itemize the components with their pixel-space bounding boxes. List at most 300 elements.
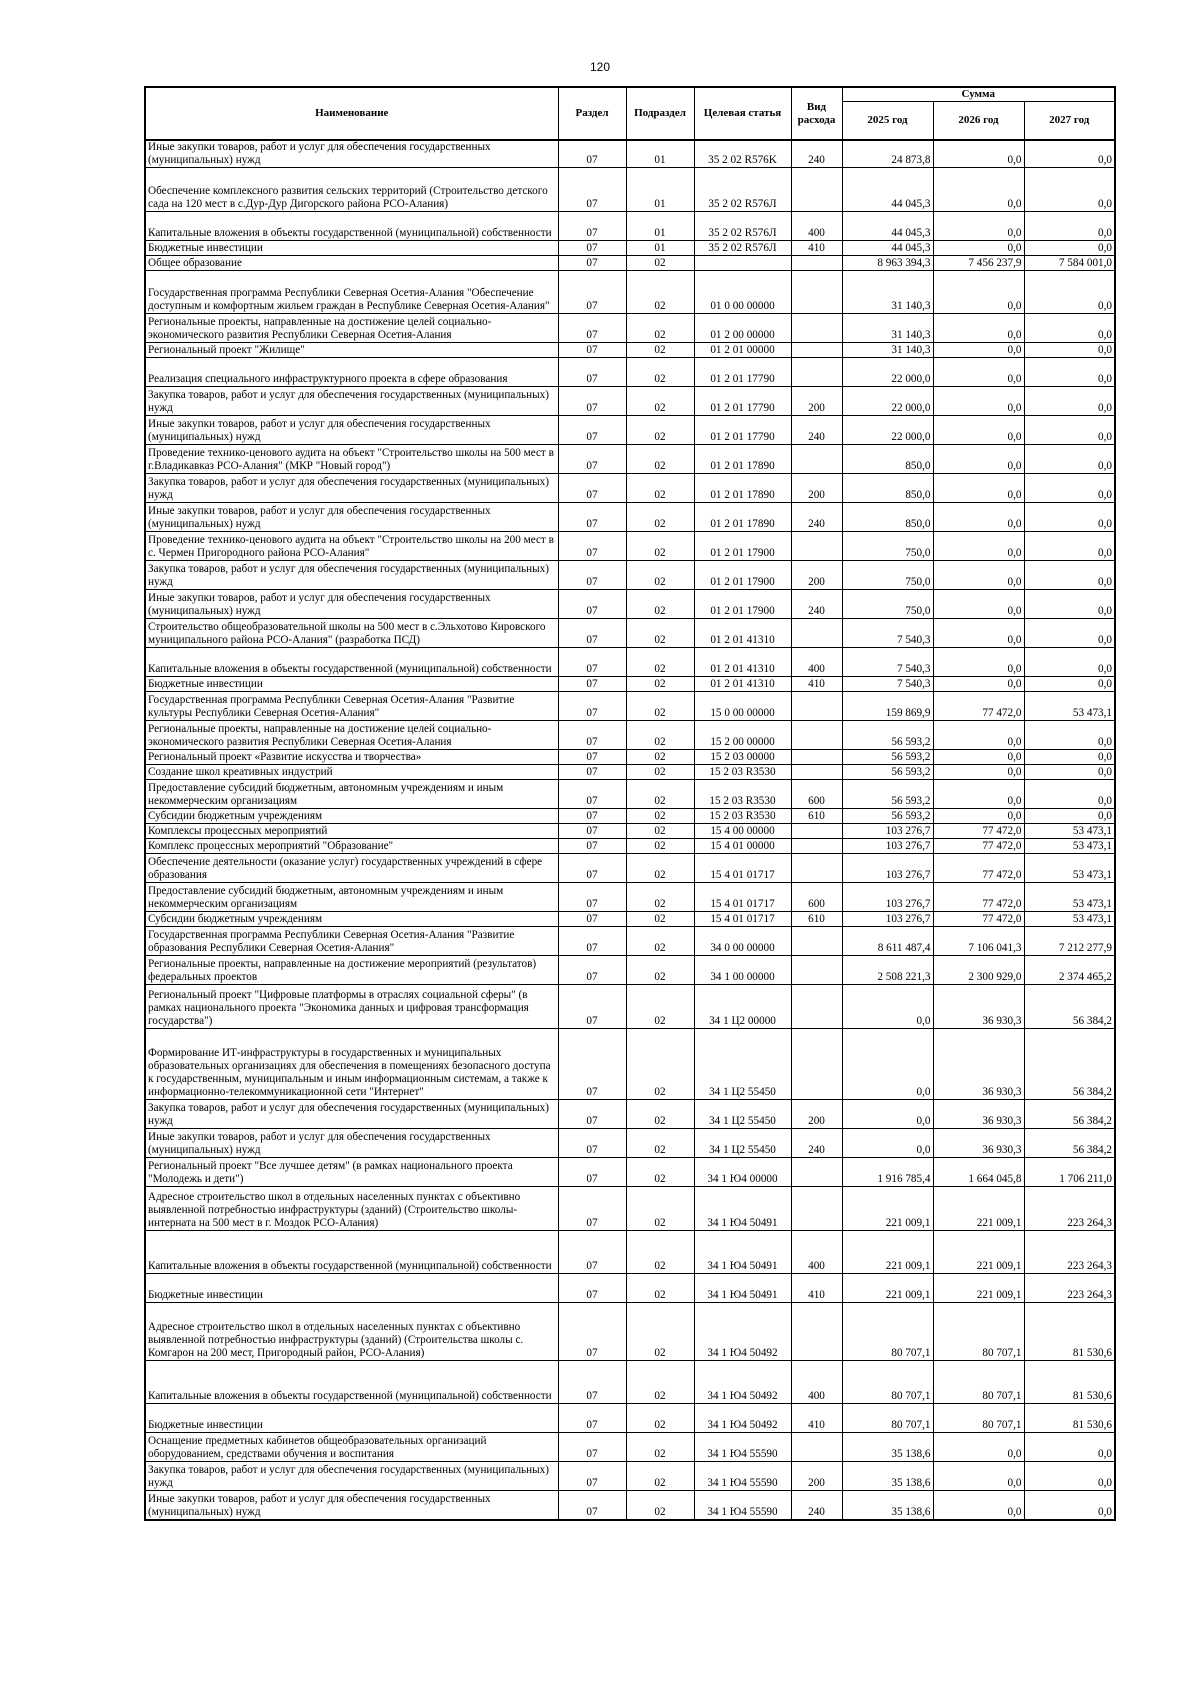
cell-section: 07 bbox=[558, 1491, 626, 1520]
table-row bbox=[145, 1187, 1115, 1231]
cell-2027: 0,0 bbox=[1024, 809, 1115, 824]
cell-section: 07 bbox=[558, 692, 626, 721]
cell-2026: 0,0 bbox=[933, 809, 1024, 824]
cell-2025: 850,0 bbox=[842, 474, 933, 503]
cell-subsection: 02 bbox=[626, 854, 694, 883]
cell-name: Капитальные вложения в объекты государственной (муниципальной) собственности bbox=[145, 1361, 558, 1404]
cell-2026: 36 930,3 bbox=[933, 1100, 1024, 1129]
cell-section: 07 bbox=[558, 619, 626, 648]
cell-2026: 0,0 bbox=[933, 241, 1024, 256]
cell-section: 07 bbox=[558, 343, 626, 358]
cell-name: Региональный проект "Цифровые платформы в отраслях социальной сферы" (в рамках национального проекта "Экономика данных и цифровая трансформация государства") bbox=[145, 985, 558, 1029]
cell-name: Капитальные вложения в объекты государственной (муниципальной) собственности bbox=[145, 1231, 558, 1274]
cell-expense-type: 200 bbox=[791, 1100, 842, 1129]
cell-expense-type: 600 bbox=[791, 883, 842, 912]
cell-subsection: 01 bbox=[626, 168, 694, 212]
cell-2027: 0,0 bbox=[1024, 271, 1115, 314]
cell-section: 07 bbox=[558, 1462, 626, 1491]
cell-2026: 221 009,1 bbox=[933, 1187, 1024, 1231]
cell-2027: 0,0 bbox=[1024, 343, 1115, 358]
cell-section: 07 bbox=[558, 314, 626, 343]
cell-2027: 0,0 bbox=[1024, 1491, 1115, 1520]
cell-section: 07 bbox=[558, 1187, 626, 1231]
cell-target-article: 34 1 Ц2 55450 bbox=[694, 1100, 791, 1129]
table-row bbox=[145, 1129, 1115, 1158]
cell-expense-type: 200 bbox=[791, 561, 842, 590]
cell-expense-type bbox=[791, 343, 842, 358]
table-row bbox=[145, 692, 1115, 721]
cell-2026: 0,0 bbox=[933, 619, 1024, 648]
cell-2027: 0,0 bbox=[1024, 1462, 1115, 1491]
cell-expense-type: 410 bbox=[791, 1404, 842, 1433]
cell-expense-type: 610 bbox=[791, 912, 842, 927]
cell-name: Региональные проекты, направленные на достижение целей социально-экономического развития Республики Северная Осетия-Алания bbox=[145, 314, 558, 343]
cell-name: Адресное строительство школ в отдельных населенных пунктах с объективно выявленной потребностью инфраструктуры (зданий) (Строительства школы с. Комгарон на 200 мест, Пригородный район, РСО-Алания) bbox=[145, 1303, 558, 1361]
table-row bbox=[145, 765, 1115, 780]
cell-expense-type bbox=[791, 358, 842, 387]
cell-subsection: 02 bbox=[626, 721, 694, 750]
cell-subsection: 02 bbox=[626, 503, 694, 532]
cell-2027: 56 384,2 bbox=[1024, 985, 1115, 1029]
cell-section: 07 bbox=[558, 985, 626, 1029]
cell-target-article: 15 4 01 01717 bbox=[694, 883, 791, 912]
cell-2027: 53 473,1 bbox=[1024, 839, 1115, 854]
header-section: Раздел bbox=[558, 87, 626, 140]
cell-name: Региональные проекты, направленные на достижение целей социально-экономического развития Республики Северная Осетия-Алания bbox=[145, 721, 558, 750]
cell-name: Предоставление субсидий бюджетным, автономным учреждениям и иным некоммерческим организациям bbox=[145, 883, 558, 912]
cell-name: Региональный проект "Все лучшее детям" (в рамках национального проекта "Молодежь и дети") bbox=[145, 1158, 558, 1187]
cell-name: Обеспечение деятельности (оказание услуг) государственных учреждений в сфере образования bbox=[145, 854, 558, 883]
cell-subsection: 02 bbox=[626, 590, 694, 619]
table-row bbox=[145, 883, 1115, 912]
cell-section: 07 bbox=[558, 824, 626, 839]
cell-section: 07 bbox=[558, 1158, 626, 1187]
cell-target-article: 15 4 00 00000 bbox=[694, 824, 791, 839]
cell-section: 07 bbox=[558, 956, 626, 985]
cell-2025: 80 707,1 bbox=[842, 1404, 933, 1433]
cell-2026: 36 930,3 bbox=[933, 1129, 1024, 1158]
cell-2026: 0,0 bbox=[933, 416, 1024, 445]
cell-subsection: 02 bbox=[626, 343, 694, 358]
cell-target-article: 34 1 Ю4 50492 bbox=[694, 1404, 791, 1433]
cell-subsection: 02 bbox=[626, 532, 694, 561]
cell-name: Комплексы процессных мероприятий bbox=[145, 824, 558, 839]
cell-2025: 44 045,3 bbox=[842, 212, 933, 241]
cell-subsection: 02 bbox=[626, 314, 694, 343]
cell-2026: 221 009,1 bbox=[933, 1231, 1024, 1274]
cell-section: 07 bbox=[558, 256, 626, 271]
cell-2027: 0,0 bbox=[1024, 532, 1115, 561]
cell-expense-type: 400 bbox=[791, 1361, 842, 1404]
cell-subsection: 02 bbox=[626, 1100, 694, 1129]
cell-name: Формирование ИТ-инфраструктуры в государственных и муниципальных образовательных организациях для обеспечения в помещениях безопасного доступа к государственным, муниципальным и иным информационным системам, а также к информационно-телекоммуникационной сети "Интернет" bbox=[145, 1029, 558, 1100]
cell-2027: 53 473,1 bbox=[1024, 854, 1115, 883]
cell-subsection: 02 bbox=[626, 780, 694, 809]
cell-2025: 850,0 bbox=[842, 445, 933, 474]
cell-target-article: 01 0 00 00000 bbox=[694, 271, 791, 314]
table-row bbox=[145, 1274, 1115, 1303]
cell-expense-type: 410 bbox=[791, 1274, 842, 1303]
cell-section: 07 bbox=[558, 677, 626, 692]
cell-2027: 2 374 465,2 bbox=[1024, 956, 1115, 985]
table-row bbox=[145, 387, 1115, 416]
cell-subsection: 02 bbox=[626, 809, 694, 824]
cell-expense-type: 600 bbox=[791, 780, 842, 809]
cell-2025: 850,0 bbox=[842, 503, 933, 532]
cell-2026: 0,0 bbox=[933, 212, 1024, 241]
cell-2025: 221 009,1 bbox=[842, 1231, 933, 1274]
cell-2027: 53 473,1 bbox=[1024, 692, 1115, 721]
cell-section: 07 bbox=[558, 854, 626, 883]
cell-2027: 0,0 bbox=[1024, 387, 1115, 416]
cell-2025: 103 276,7 bbox=[842, 883, 933, 912]
cell-2026: 0,0 bbox=[933, 590, 1024, 619]
cell-2027: 81 530,6 bbox=[1024, 1303, 1115, 1361]
cell-name: Региональный проект «Развитие искусства и творчества» bbox=[145, 750, 558, 765]
cell-2026: 0,0 bbox=[933, 648, 1024, 677]
cell-expense-type: 200 bbox=[791, 387, 842, 416]
cell-section: 07 bbox=[558, 503, 626, 532]
cell-2026: 0,0 bbox=[933, 358, 1024, 387]
cell-target-article: 35 2 02 R576Л bbox=[694, 168, 791, 212]
cell-2027: 1 706 211,0 bbox=[1024, 1158, 1115, 1187]
cell-name: Общее образование bbox=[145, 256, 558, 271]
cell-expense-type bbox=[791, 1187, 842, 1231]
cell-subsection: 02 bbox=[626, 474, 694, 503]
cell-subsection: 02 bbox=[626, 765, 694, 780]
cell-name: Обеспечение комплексного развития сельских территорий (Строительство детского сада на 120 мест в с.Дур-Дур Дигорского района РСО-Алания) bbox=[145, 168, 558, 212]
cell-name: Бюджетные инвестиции bbox=[145, 677, 558, 692]
budget-table bbox=[144, 86, 1116, 1521]
cell-expense-type bbox=[791, 168, 842, 212]
cell-2025: 8 963 394,3 bbox=[842, 256, 933, 271]
header-expense-type: Вид расхода bbox=[791, 87, 842, 140]
cell-2025: 24 873,8 bbox=[842, 140, 933, 168]
cell-expense-type bbox=[791, 839, 842, 854]
cell-subsection: 01 bbox=[626, 212, 694, 241]
cell-section: 07 bbox=[558, 721, 626, 750]
cell-2027: 0,0 bbox=[1024, 590, 1115, 619]
cell-target-article: 15 0 00 00000 bbox=[694, 692, 791, 721]
cell-subsection: 01 bbox=[626, 241, 694, 256]
cell-expense-type bbox=[791, 256, 842, 271]
cell-name: Государственная программа Республики Северная Осетия-Алания "Развитие образования Республики Северная Осетия-Алания" bbox=[145, 927, 558, 956]
cell-2027: 0,0 bbox=[1024, 677, 1115, 692]
cell-2026: 0,0 bbox=[933, 503, 1024, 532]
cell-target-article: 15 4 01 01717 bbox=[694, 854, 791, 883]
cell-2026: 80 707,1 bbox=[933, 1361, 1024, 1404]
cell-name: Закупка товаров, работ и услуг для обеспечения государственных (муниципальных) нужд bbox=[145, 387, 558, 416]
cell-section: 07 bbox=[558, 140, 626, 168]
cell-section: 07 bbox=[558, 271, 626, 314]
cell-2026: 77 472,0 bbox=[933, 824, 1024, 839]
cell-section: 07 bbox=[558, 839, 626, 854]
cell-2026: 0,0 bbox=[933, 168, 1024, 212]
cell-section: 07 bbox=[558, 358, 626, 387]
cell-subsection: 02 bbox=[626, 1433, 694, 1462]
cell-section: 07 bbox=[558, 765, 626, 780]
cell-2027: 0,0 bbox=[1024, 648, 1115, 677]
table-header bbox=[145, 87, 1115, 140]
table-row bbox=[145, 561, 1115, 590]
cell-2025: 31 140,3 bbox=[842, 343, 933, 358]
cell-section: 07 bbox=[558, 1404, 626, 1433]
cell-target-article: 34 1 Ц2 00000 bbox=[694, 985, 791, 1029]
header-sum: Сумма bbox=[842, 87, 1115, 102]
cell-name: Строительство общеобразовательной школы на 500 мест в с.Эльхотово Кировского муниципального района РСО-Алания" (разработка ПСД) bbox=[145, 619, 558, 648]
cell-2025: 56 593,2 bbox=[842, 721, 933, 750]
cell-target-article: 01 2 01 17890 bbox=[694, 503, 791, 532]
cell-2026: 80 707,1 bbox=[933, 1303, 1024, 1361]
cell-2027: 7 212 277,9 bbox=[1024, 927, 1115, 956]
cell-2025: 1 916 785,4 bbox=[842, 1158, 933, 1187]
cell-section: 07 bbox=[558, 1303, 626, 1361]
cell-2025: 0,0 bbox=[842, 1129, 933, 1158]
cell-2027: 53 473,1 bbox=[1024, 883, 1115, 912]
cell-name: Закупка товаров, работ и услуг для обеспечения государственных (муниципальных) нужд bbox=[145, 1100, 558, 1129]
cell-2026: 2 300 929,0 bbox=[933, 956, 1024, 985]
cell-expense-type: 240 bbox=[791, 1491, 842, 1520]
cell-target-article: 35 2 02 R576Л bbox=[694, 241, 791, 256]
table-row bbox=[145, 474, 1115, 503]
cell-2026: 80 707,1 bbox=[933, 1404, 1024, 1433]
cell-expense-type: 410 bbox=[791, 677, 842, 692]
header-subsection: Подраздел bbox=[626, 87, 694, 140]
cell-expense-type bbox=[791, 1303, 842, 1361]
cell-name: Оснащение предметных кабинетов общеобразовательных организаций оборудованием, средствами обучения и воспитания bbox=[145, 1433, 558, 1462]
cell-subsection: 02 bbox=[626, 927, 694, 956]
cell-2025: 159 869,9 bbox=[842, 692, 933, 721]
cell-name: Реализация специального инфраструктурного проекта в сфере образования bbox=[145, 358, 558, 387]
cell-2026: 0,0 bbox=[933, 1433, 1024, 1462]
cell-2025: 31 140,3 bbox=[842, 271, 933, 314]
cell-expense-type bbox=[791, 1158, 842, 1187]
cell-name: Бюджетные инвестиции bbox=[145, 241, 558, 256]
cell-2025: 103 276,7 bbox=[842, 824, 933, 839]
cell-2025: 8 611 487,4 bbox=[842, 927, 933, 956]
cell-2027: 0,0 bbox=[1024, 168, 1115, 212]
cell-2025: 22 000,0 bbox=[842, 416, 933, 445]
table-row bbox=[145, 1029, 1115, 1100]
cell-2025: 7 540,3 bbox=[842, 619, 933, 648]
table-row bbox=[145, 839, 1115, 854]
cell-target-article: 34 1 Ю4 50492 bbox=[694, 1361, 791, 1404]
cell-section: 07 bbox=[558, 387, 626, 416]
cell-section: 07 bbox=[558, 1129, 626, 1158]
cell-name: Капитальные вложения в объекты государственной (муниципальной) собственности bbox=[145, 212, 558, 241]
table-row bbox=[145, 1404, 1115, 1433]
cell-subsection: 02 bbox=[626, 648, 694, 677]
cell-expense-type: 400 bbox=[791, 648, 842, 677]
cell-target-article: 01 2 01 17900 bbox=[694, 590, 791, 619]
cell-target-article: 01 2 01 41310 bbox=[694, 619, 791, 648]
cell-expense-type: 200 bbox=[791, 474, 842, 503]
cell-section: 07 bbox=[558, 1274, 626, 1303]
cell-2025: 221 009,1 bbox=[842, 1187, 933, 1231]
table-row bbox=[145, 1491, 1115, 1520]
cell-expense-type bbox=[791, 721, 842, 750]
cell-2025: 56 593,2 bbox=[842, 809, 933, 824]
cell-section: 07 bbox=[558, 416, 626, 445]
cell-2027: 223 264,3 bbox=[1024, 1187, 1115, 1231]
cell-2025: 750,0 bbox=[842, 590, 933, 619]
cell-subsection: 02 bbox=[626, 883, 694, 912]
cell-target-article: 01 2 01 17890 bbox=[694, 445, 791, 474]
cell-2026: 0,0 bbox=[933, 474, 1024, 503]
table-row bbox=[145, 140, 1115, 168]
cell-2026: 0,0 bbox=[933, 343, 1024, 358]
cell-2026: 36 930,3 bbox=[933, 985, 1024, 1029]
cell-target-article: 15 2 03 R3530 bbox=[694, 765, 791, 780]
cell-expense-type bbox=[791, 1029, 842, 1100]
cell-section: 07 bbox=[558, 1231, 626, 1274]
cell-2027: 0,0 bbox=[1024, 445, 1115, 474]
cell-subsection: 02 bbox=[626, 750, 694, 765]
table-row bbox=[145, 824, 1115, 839]
table-row bbox=[145, 809, 1115, 824]
cell-expense-type: 400 bbox=[791, 212, 842, 241]
cell-target-article: 15 2 03 R3530 bbox=[694, 809, 791, 824]
cell-name: Закупка товаров, работ и услуг для обеспечения государственных (муниципальных) нужд bbox=[145, 1462, 558, 1491]
cell-target-article: 34 1 Ю4 00000 bbox=[694, 1158, 791, 1187]
table-row bbox=[145, 780, 1115, 809]
cell-section: 07 bbox=[558, 809, 626, 824]
cell-name: Региональные проекты, направленные на достижение мероприятий (результатов) федеральных проектов bbox=[145, 956, 558, 985]
cell-2027: 0,0 bbox=[1024, 241, 1115, 256]
cell-name: Иные закупки товаров, работ и услуг для обеспечения государственных (муниципальных) нужд bbox=[145, 140, 558, 168]
header-target-article: Целевая статья bbox=[694, 87, 791, 140]
cell-2026: 0,0 bbox=[933, 677, 1024, 692]
table-row bbox=[145, 1361, 1115, 1404]
cell-2025: 103 276,7 bbox=[842, 912, 933, 927]
table-row bbox=[145, 854, 1115, 883]
cell-target-article: 34 1 Ю4 55590 bbox=[694, 1462, 791, 1491]
table-row bbox=[145, 985, 1115, 1029]
table-row bbox=[145, 590, 1115, 619]
cell-2027: 0,0 bbox=[1024, 765, 1115, 780]
cell-2025: 31 140,3 bbox=[842, 314, 933, 343]
table-row bbox=[145, 927, 1115, 956]
cell-subsection: 02 bbox=[626, 1029, 694, 1100]
cell-name: Бюджетные инвестиции bbox=[145, 1274, 558, 1303]
cell-expense-type: 240 bbox=[791, 503, 842, 532]
table-row bbox=[145, 1231, 1115, 1274]
page-number: 120 bbox=[589, 60, 611, 74]
cell-section: 07 bbox=[558, 883, 626, 912]
cell-name: Иные закупки товаров, работ и услуг для обеспечения государственных (муниципальных) нужд bbox=[145, 503, 558, 532]
cell-subsection: 02 bbox=[626, 387, 694, 416]
cell-2027: 0,0 bbox=[1024, 212, 1115, 241]
cell-expense-type bbox=[791, 692, 842, 721]
cell-subsection: 02 bbox=[626, 1158, 694, 1187]
cell-expense-type: 410 bbox=[791, 241, 842, 256]
cell-2027: 0,0 bbox=[1024, 780, 1115, 809]
cell-expense-type bbox=[791, 956, 842, 985]
table-row bbox=[145, 1433, 1115, 1462]
cell-expense-type: 400 bbox=[791, 1231, 842, 1274]
cell-expense-type bbox=[791, 824, 842, 839]
cell-subsection: 02 bbox=[626, 416, 694, 445]
table-row bbox=[145, 168, 1115, 212]
cell-name: Государственная программа Республики Северная Осетия-Алания "Развитие культуры Республики Северная Осетия-Алания" bbox=[145, 692, 558, 721]
cell-target-article: 15 4 01 01717 bbox=[694, 912, 791, 927]
cell-2027: 56 384,2 bbox=[1024, 1129, 1115, 1158]
cell-2026: 0,0 bbox=[933, 780, 1024, 809]
cell-target-article: 34 1 Ц2 55450 bbox=[694, 1029, 791, 1100]
table-row bbox=[145, 445, 1115, 474]
cell-2026: 0,0 bbox=[933, 1491, 1024, 1520]
cell-subsection: 02 bbox=[626, 1187, 694, 1231]
cell-section: 07 bbox=[558, 1100, 626, 1129]
cell-2027: 0,0 bbox=[1024, 358, 1115, 387]
cell-2025: 0,0 bbox=[842, 985, 933, 1029]
table-row bbox=[145, 1303, 1115, 1361]
cell-name: Создание школ креативных индустрий bbox=[145, 765, 558, 780]
cell-subsection: 02 bbox=[626, 1303, 694, 1361]
cell-expense-type: 240 bbox=[791, 1129, 842, 1158]
cell-section: 07 bbox=[558, 648, 626, 677]
cell-2027: 223 264,3 bbox=[1024, 1231, 1115, 1274]
cell-section: 07 bbox=[558, 927, 626, 956]
cell-2026: 0,0 bbox=[933, 721, 1024, 750]
cell-subsection: 02 bbox=[626, 956, 694, 985]
cell-name: Предоставление субсидий бюджетным, автономным учреждениям и иным некоммерческим организациям bbox=[145, 780, 558, 809]
cell-subsection: 02 bbox=[626, 561, 694, 590]
cell-name: Проведение технико-ценового аудита на объект "Строительство школы на 200 мест в с. Чермен Пригородного района РСО-Алания" bbox=[145, 532, 558, 561]
table-row bbox=[145, 1100, 1115, 1129]
table-row bbox=[145, 241, 1115, 256]
cell-2026: 0,0 bbox=[933, 1462, 1024, 1491]
cell-2026: 77 472,0 bbox=[933, 854, 1024, 883]
cell-target-article: 01 2 01 17790 bbox=[694, 387, 791, 416]
table-row bbox=[145, 648, 1115, 677]
cell-2026: 0,0 bbox=[933, 314, 1024, 343]
header-name: Наименование bbox=[145, 87, 558, 140]
cell-2027: 0,0 bbox=[1024, 503, 1115, 532]
cell-target-article: 34 1 00 00000 bbox=[694, 956, 791, 985]
cell-2026: 0,0 bbox=[933, 765, 1024, 780]
table-row bbox=[145, 343, 1115, 358]
cell-expense-type bbox=[791, 750, 842, 765]
cell-2027: 0,0 bbox=[1024, 1433, 1115, 1462]
cell-section: 07 bbox=[558, 561, 626, 590]
cell-2026: 0,0 bbox=[933, 750, 1024, 765]
cell-expense-type bbox=[791, 314, 842, 343]
cell-section: 07 bbox=[558, 241, 626, 256]
cell-target-article: 34 1 Ю4 55590 bbox=[694, 1433, 791, 1462]
cell-expense-type bbox=[791, 765, 842, 780]
cell-target-article: 01 2 01 17890 bbox=[694, 474, 791, 503]
cell-2027: 53 473,1 bbox=[1024, 912, 1115, 927]
table-row bbox=[145, 256, 1115, 271]
cell-target-article: 01 2 01 17900 bbox=[694, 561, 791, 590]
cell-subsection: 02 bbox=[626, 1404, 694, 1433]
cell-2026: 221 009,1 bbox=[933, 1274, 1024, 1303]
cell-2025: 7 540,3 bbox=[842, 677, 933, 692]
cell-subsection: 02 bbox=[626, 839, 694, 854]
cell-name: Адресное строительство школ в отдельных населенных пунктах с объективно выявленной потребностью инфраструктуры (зданий) (Строительство школы-интерната на 500 мест в г. Моздок РСО-Алания) bbox=[145, 1187, 558, 1231]
cell-expense-type bbox=[791, 854, 842, 883]
cell-target-article: 35 2 02 R576K bbox=[694, 140, 791, 168]
header-year-2027: 2027 год bbox=[1024, 102, 1115, 141]
cell-target-article: 01 2 01 17790 bbox=[694, 416, 791, 445]
cell-2025: 22 000,0 bbox=[842, 387, 933, 416]
cell-section: 07 bbox=[558, 780, 626, 809]
cell-section: 07 bbox=[558, 1433, 626, 1462]
cell-target-article: 34 1 Ц2 55450 bbox=[694, 1129, 791, 1158]
cell-subsection: 02 bbox=[626, 619, 694, 648]
cell-2027: 0,0 bbox=[1024, 721, 1115, 750]
